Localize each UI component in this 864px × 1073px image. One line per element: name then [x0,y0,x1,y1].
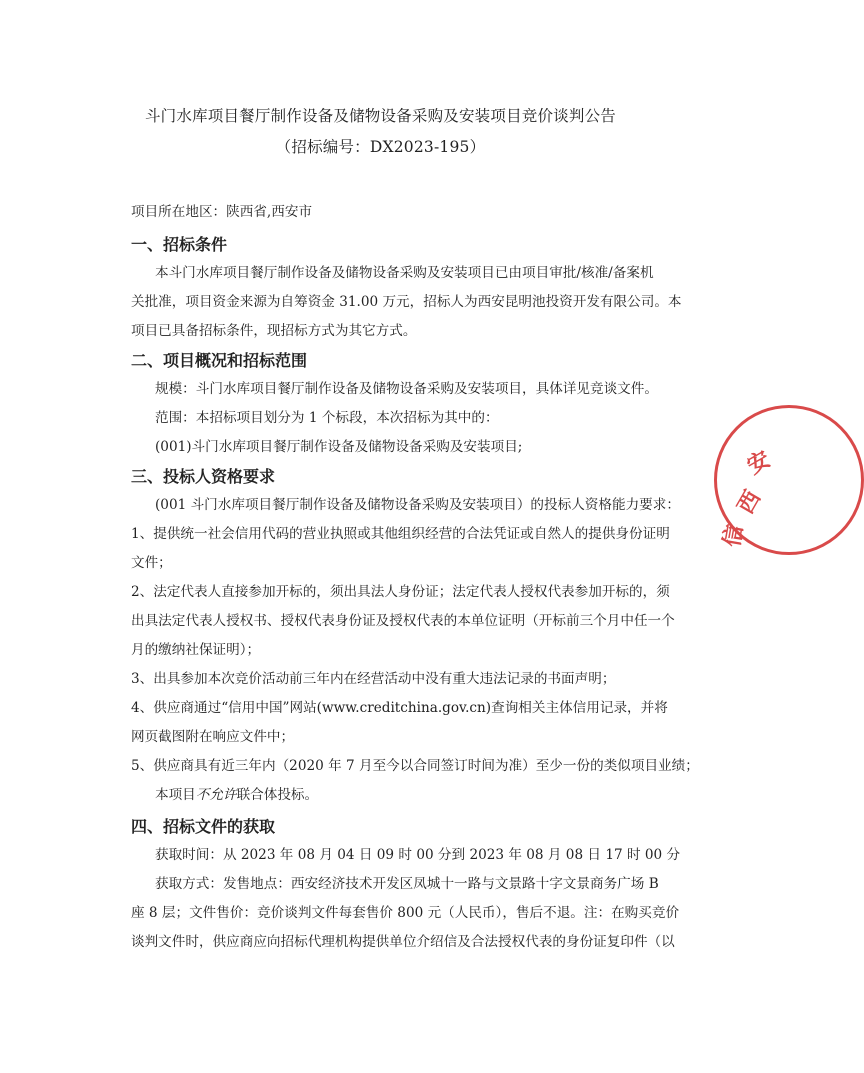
document-title: 斗门水库项目餐厅制作设备及储物设备采购及安装项目竞价谈判公告 [144,107,616,125]
seal-char: 安 [743,446,775,480]
section-heading-2: 二、项目概况和招标范围 [131,351,308,370]
section-2-line: 规模：斗门水库项目餐厅制作设备及储物设备采购及安装项目，具体详见竞谈文件。 [155,381,658,397]
section-3-line: 月的缴纳社保证明）； [131,642,261,658]
section-3-line: 2、法定代表人直接参加开标的，须出具法人身份证；法定代表人授权代表参加开标的，须 [131,584,670,600]
seal-char: 西 [733,486,767,519]
section-1-line: 项目已具备招标条件，现招标方式为其它方式。 [131,323,417,339]
project-region: 项目所在地区：陕西省,西安市 [131,204,313,220]
section-heading-4: 四、招标文件的获取 [131,817,276,836]
section-3-line: 1、提供统一社会信用代码的营业执照或其他组织经营的合法凭证或自然人的提供身份证明 [131,526,670,542]
section-4-line: 谈判文件时，供应商应向招标代理机构提供单位介绍信及合法授权代表的身份证复印件（以 [131,934,675,950]
section-1-line: 本斗门水库项目餐厅制作设备及储物设备采购及安装项目已由项目审批/核准/备案机 [155,265,654,281]
section-3-line: 5、供应商具有近三年内（2020 年 7 月至今以合同签订时间为准）至少一份的类似项目业绩； [131,758,699,774]
section-1-line: 关批准，项目资金来源为自筹资金 31.00 万元，招标人为西安昆明池投资开发有限公司。本 [131,294,682,310]
section-3-line: 出具法定代表人授权书、授权代表身份证及授权代表的本单位证明（开标前三个月中任一个 [131,613,675,629]
section-4-line: 获取方式：发售地点：西安经济技术开发区凤城十一路与文景路十字文景商务广场 B [155,876,659,892]
section-3-line: 网页截图附在响应文件中； [131,729,295,745]
section-4-line: 座 8 层；文件售价：竞价谈判文件每套售价 800 元（人民币），售后不退。注：在购买竞价 [131,905,680,921]
section-3-line: 3、出具参加本次竞价活动前三年内在经营活动中没有重大违法记录的书面声明； [131,671,616,687]
bid-number: （招标编号：DX2023-195） [275,138,486,156]
consortium-prefix: 本项目 [155,787,196,803]
official-seal-stamp [714,405,864,555]
section-heading-1: 一、招标条件 [131,235,228,254]
section-4-line: 获取时间：从 2023 年 08 月 04 日 09 时 00 分到 2023 年 08 月 08 日 17 时 00 分 [155,847,681,863]
consortium-suffix: 联合体投标。 [236,787,319,803]
consortium-not-allowed: 不允许 [195,787,237,803]
section-2-line: (001)斗门水库项目餐厅制作设备及储物设备采购及安装项目; [155,439,523,455]
section-3-line: 4、供应商通过“信用中国”网站(www.creditchina.gov.cn)查询相关主体信用记录，并将 [131,700,668,716]
section-3-line: 文件； [131,555,172,571]
section-3-line: (001 斗门水库项目餐厅制作设备及储物设备采购及安装项目）的投标人资格能力要求： [155,497,680,513]
consortium-line [155,785,318,805]
section-2-line: 范围：本招标项目划分为 1 个标段，本次招标为其中的： [155,410,499,426]
seal-char: 信 [719,522,749,549]
section-heading-3: 三、投标人资格要求 [131,467,276,486]
